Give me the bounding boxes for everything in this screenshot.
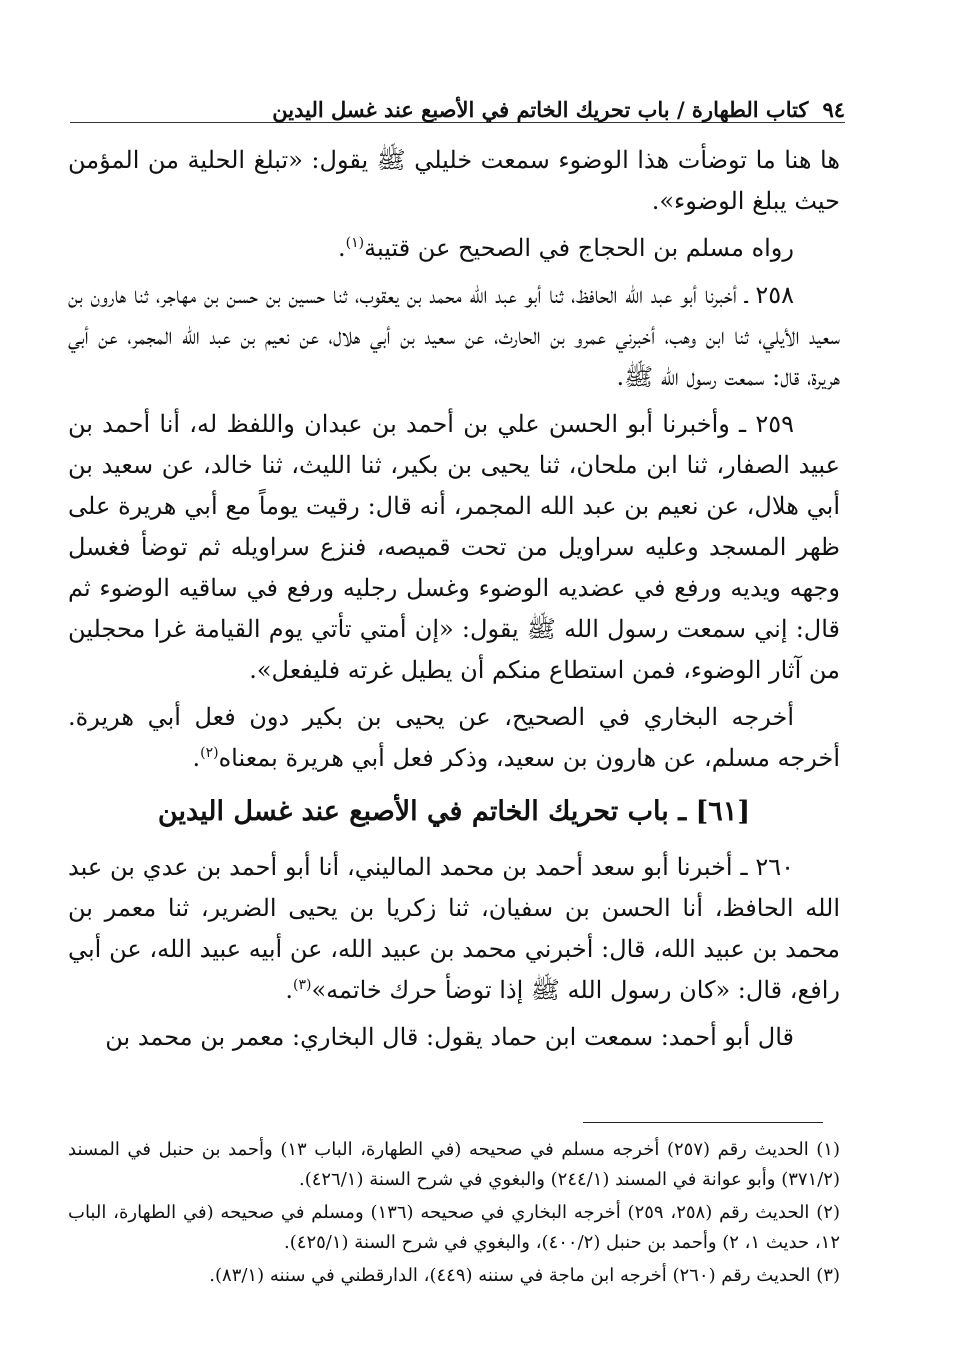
footnote: (٣) الحديث رقم (٢٦٠) أخرجه ابن ماجة في سننه (٤٤٩)، الدارقطني في سننه (٨٣/١). [209,1265,840,1286]
section-heading: [٦١] ـ باب تحريك الخاتم في الأصبع عند غسل اليدين [157,796,751,827]
paragraph: ها هنا ما توضأت هذا الوضوء سمعت خليلي ﷺ يقول: «تبلغ الحلية من المؤمن حيث يبلغ الوضوء». [68,146,840,215]
paragraph: قال أبو أحمد: سمعت ابن حماد يقول: قال البخاري: معمر بن محمد بن [105,1023,794,1051]
header-title: كتاب الطهارة / باب تحريك الخاتم في الأصبع عند غسل اليدين [272,97,809,122]
hadith-259: ٢٥٩ ـ وأخبرنا أبو الحسن علي بن أحمد بن عبدان واللفظ له، أنا أحمد بن عبيد الصفار، ثنا ابن ملحان، ثنا يحيى بن بكير، ثنا الليث، ثنا خالد، عن سعيد بن أبي هلال، عن نعيم بن عبد الله المجمر، أنه قال: رقيت يوماً مع أبي هريرة على ظهر المسجد وعليه سراويل من تحت قميصه، فنزع سراويله ثم توضأ فغسل وجهه ويديه ورفع في عضديه الوضوء وغسل رجليه ورفع في ساقيه الوضوء ثم قال: إني سمعت رسول الله ﷺ يقول: «إن أمتي تأتي يوم القيامة غرا محجلين من آثار الوضوء، فمن استطاع منكم أن يطيل غرته فليفعل». [68,410,840,684]
footnote-divider [583,1122,823,1123]
hadith-260: ٢٦٠ ـ أخبرنا أبو سعد أحمد بن محمد الماليني، أنا أبو أحمد بن عدي بن عبد الله الحافظ، أنا الحسن بن سفيان، ثنا زكريا بن يحيى الضرير، ثنا معمر بن محمد بن عبيد الله، قال: أخبرني محمد بن عبيد الله، عن أبيه عبيد الله، عن أبي رافع، قال: «كان رسول الله ﷺ إذا توضأ حرك خاتمه»$^{(٣)}$. [68,853,840,1004]
page-number: ٩٤ [822,97,845,122]
footnotes [68,1135,840,1294]
footnote: (١) الحديث رقم (٢٥٧) أخرجه مسلم في صحيحه (في الطهارة، الباب ١٣) وأحمد بن حنبل في المسند (٣٧١/٢) وأبو عوانة في المسند (٢٤٤/١) والبغوي في شرح السنة (٤٢٦/١). [68,1139,840,1190]
paragraph: أخرجه البخاري في الصحيح، عن يحيى بن بكير دون فعل أبي هريرة. أخرجه مسلم، عن هارون بن سعيد، وذكر فعل أبي هريرة بمعناه$^{(٢)}$. [68,703,840,772]
running-header [70,82,845,123]
footnote: (٢) الحديث رقم (٢٥٨، ٢٥٩) أخرجه البخاري في صحيحه (١٣٦) ومسلم في صحيحه (في الطهارة، الباب ١٢، حديث ١، ٢) وأحمد بن حنبل (٤٠٠/٢)، والبغوي في شرح السنة (٤٢٥/١). [68,1202,840,1253]
footnote-ref: (١) [345,235,365,251]
hadith-258: ٢٥٨ ـ أخبرنا أبو عبد الله الحافظ، ثنا أبو عبد الله محمد بن يعقوب، ثنا حسين بن حسن بن مهاجر، ثنا هارون بن سعيد الأيلي، ثنا ابن وهب، أخبرني عمرو بن الحارث، عن سعيد بن أبي هلال، عن نعيم بن عبد الله المجمر، عن أبي هريرة، قال: سمعت رسول الله ﷺ. [68,281,841,391]
main-text [68,140,840,1064]
footnote-ref: (٣) [293,977,312,993]
footnote-ref: (٢) [200,745,219,761]
paragraph: رواه مسلم بن الحجاج في الصحيح عن قتيبة$^{(١)}$. [338,234,794,262]
